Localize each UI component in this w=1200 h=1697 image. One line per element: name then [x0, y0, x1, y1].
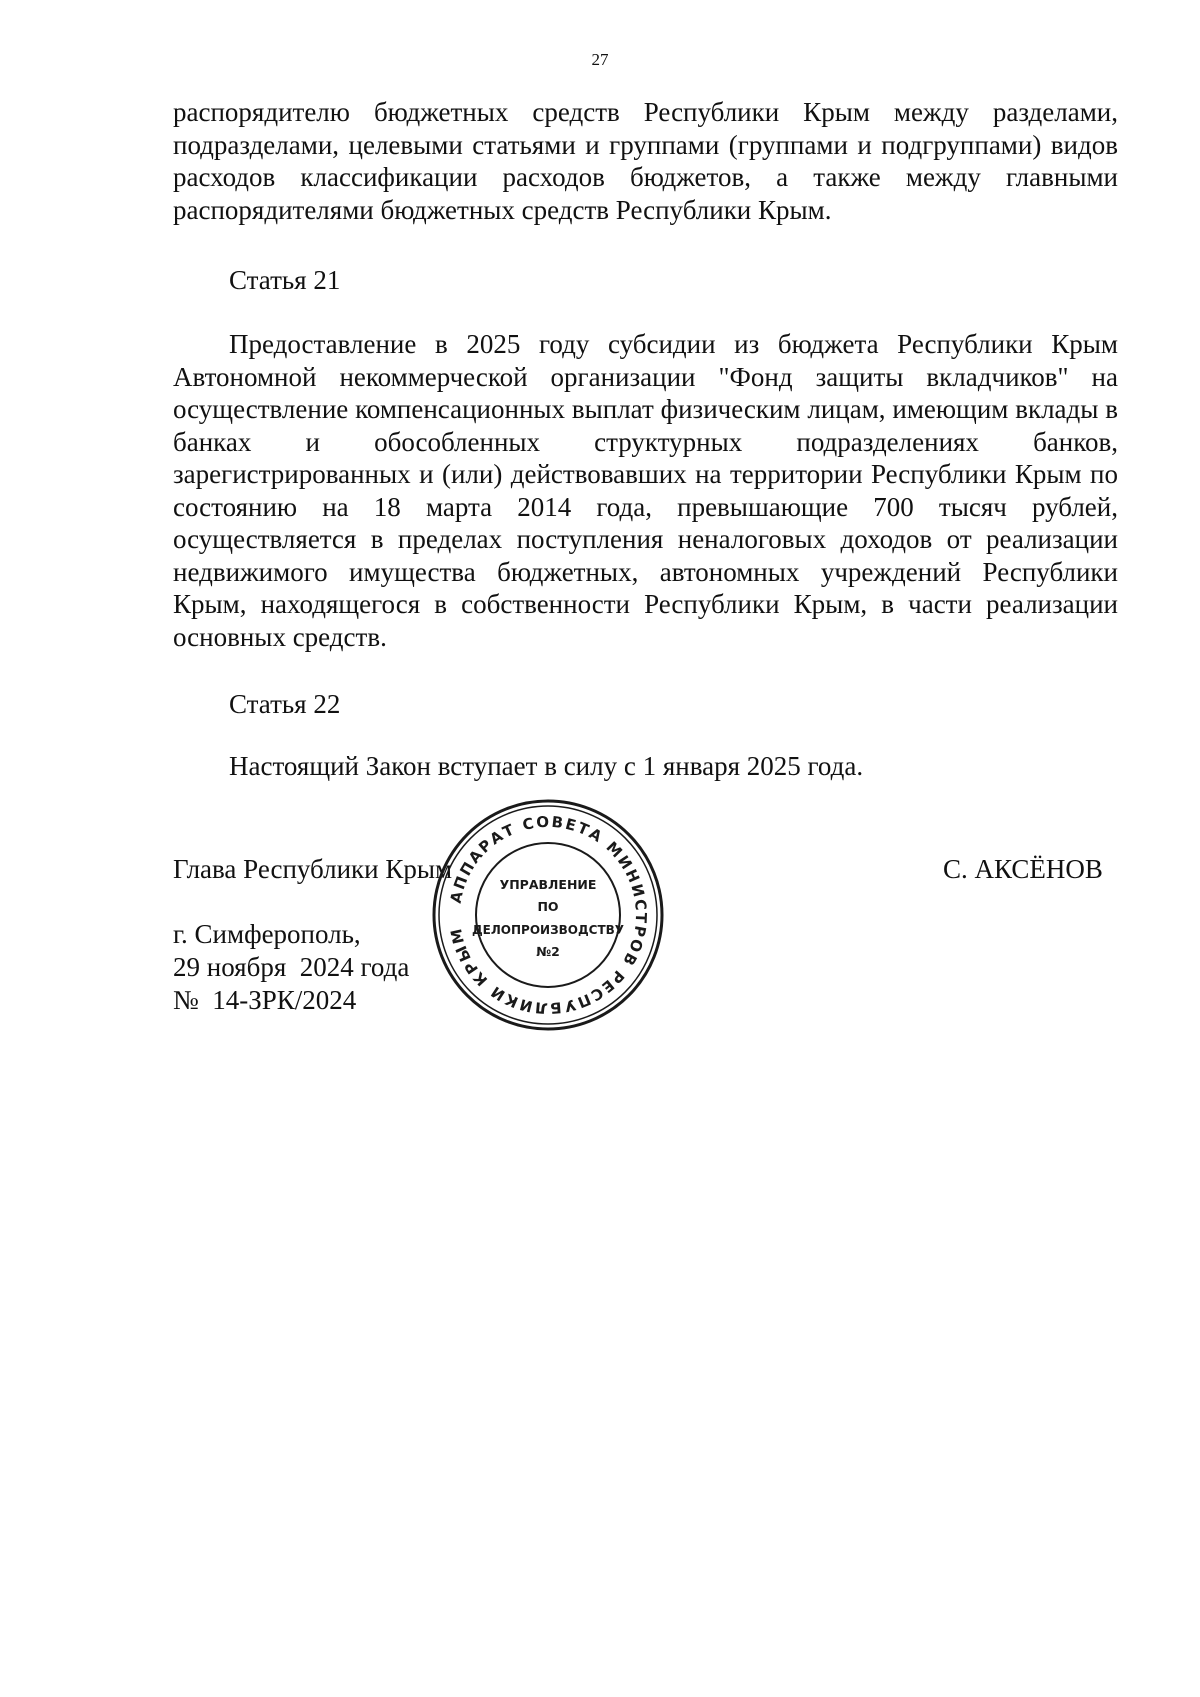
- page-number: 27: [591, 50, 609, 69]
- stamp-line-4: №2: [536, 944, 560, 959]
- article-21-heading: Статья 21: [229, 265, 341, 295]
- article-21-text: Предоставление в 2025 году субсидии из бюджета Республики Крым Автономной некоммерческой организации "Фонд защиты вкладчиков" на осуществление компенсационных выплат физическим лицам, имеющим вклады в банках и обособленных структурных подразделениях банков, зарегистрированных и (или) действовавших на территории Республики Крым по состоянию на 18 марта 2014 года, превышающие 700 тысяч рублей, осуществляется в пределах поступления неналоговых доходов от реализации недвижимого имущества бюджетных, автономных учреждений Республики Крым, находящегося в собственности Республики Крым, в части реализации основных средств.: [173, 329, 1118, 652]
- official-stamp: [428, 795, 668, 1035]
- stamp-line-2: ПО: [537, 899, 559, 914]
- stamp-ring-text: АППАРАТ СОВЕТА МИНИСТРОВ РЕСПУБЛИКИ КРЫМ: [446, 812, 651, 1018]
- article-22-text: Настоящий Закон вступает в силу с 1 января 2025 года.: [229, 751, 864, 781]
- place-date-block: [173, 918, 409, 1017]
- signing-date: 29 ноября 2024 года: [173, 952, 410, 982]
- stamp-seal-icon: [428, 795, 668, 1035]
- stamp-line-3: ДЕЛОПРОИЗВОДСТВУ: [471, 923, 625, 937]
- law-number: № 14-ЗРК/2024: [173, 985, 357, 1015]
- city: г. Симферополь,: [173, 919, 361, 949]
- continuation-paragraph: распорядителю бюджетных средств Республики Крым между разделами, подразделами, целевыми статьями и группами (группами и подгруппами) видов расходов классификации расходов бюджетов, а также между главными распорядителями бюджетных средств Республики Крым.: [173, 97, 1118, 225]
- signatory-title: Глава Республики Крым: [173, 854, 453, 884]
- stamp-line-1: УПРАВЛЕНИЕ: [499, 877, 597, 892]
- signatory-name: С. АКСЁНОВ: [943, 854, 1103, 884]
- article-22-heading: Статья 22: [229, 689, 341, 719]
